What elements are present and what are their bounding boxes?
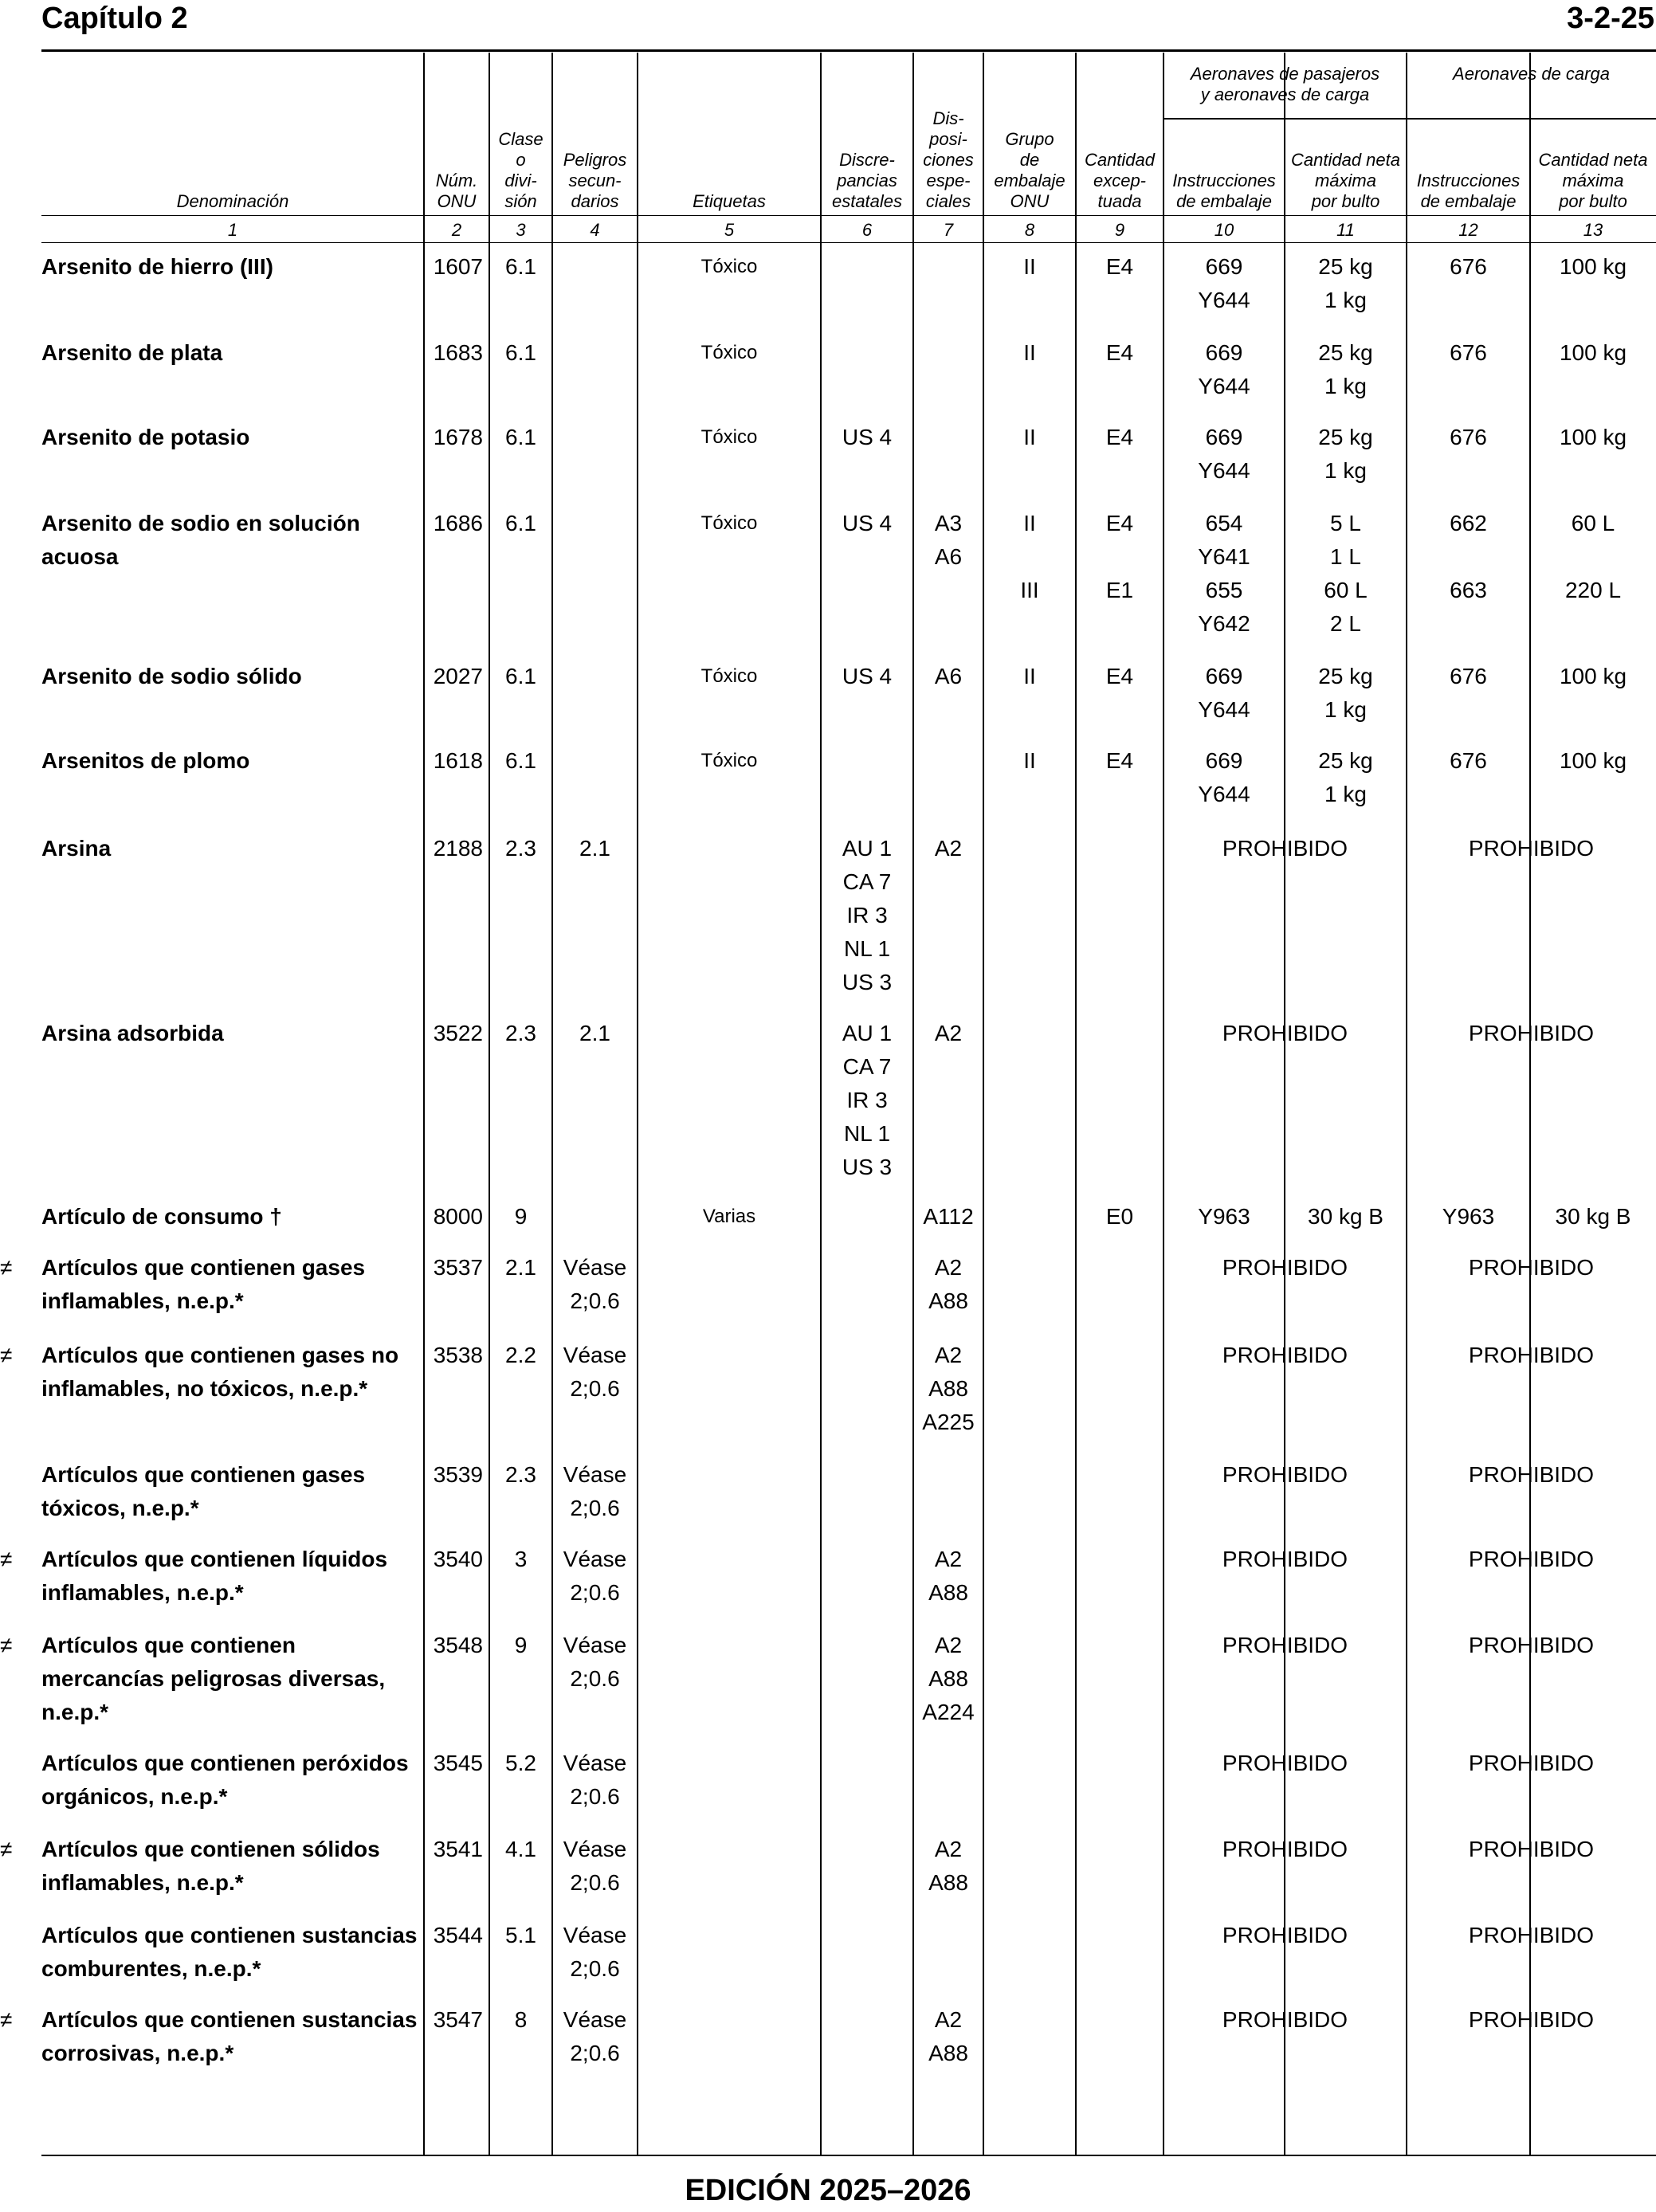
un-number: 1678 bbox=[433, 425, 483, 449]
column-number: 13 bbox=[1583, 220, 1603, 240]
entry-name: Arsenito de potasio bbox=[41, 425, 250, 449]
special-provision: A6 bbox=[934, 664, 963, 688]
class-division: 3 bbox=[514, 1547, 528, 1571]
un-number: 1618 bbox=[433, 748, 483, 773]
subsidiary-hazard: Véase 2;0.6 bbox=[563, 1255, 627, 1313]
header-c5: Etiquetas bbox=[693, 191, 766, 211]
entry-name: Artículos que contienen mercancías peligrosas diversas, n.e.p.* bbox=[41, 1633, 386, 1724]
forbidden-pax: PROHIBIDO bbox=[1222, 836, 1348, 861]
hazard-label: Tóxico bbox=[700, 512, 758, 534]
forbidden-pax: PROHIBIDO bbox=[1222, 2007, 1348, 2032]
packing-instruction-cargo: 676 bbox=[1450, 254, 1487, 279]
state-variation: US 4 bbox=[842, 511, 893, 535]
un-number: 3537 bbox=[433, 1255, 483, 1280]
packing-instruction-pax: 654 Y641 655 Y642 bbox=[1198, 511, 1250, 636]
entry-name: Arsina adsorbida bbox=[41, 1021, 224, 1045]
special-provision: A112 bbox=[923, 1204, 974, 1229]
forbidden-pax: PROHIBIDO bbox=[1222, 1343, 1348, 1367]
entry-name: Artículos que contienen peróxidos orgánicos, n.e.p.* bbox=[41, 1751, 409, 1809]
forbidden-pax: PROHIBIDO bbox=[1222, 1751, 1348, 1775]
forbidden-pax: PROHIBIDO bbox=[1222, 1633, 1348, 1657]
class-division: 2.3 bbox=[505, 836, 536, 861]
header-c1: Denominación bbox=[176, 191, 289, 211]
subsidiary-hazard: Véase 2;0.6 bbox=[563, 1343, 627, 1401]
un-number: 3548 bbox=[433, 1633, 483, 1657]
packing-instruction-cargo: Y963 bbox=[1442, 1204, 1495, 1229]
forbidden-cargo: PROHIBIDO bbox=[1468, 2007, 1595, 2032]
excepted-quantity: E4 bbox=[1105, 748, 1134, 773]
max-net-quantity-cargo: 100 kg bbox=[1559, 340, 1627, 365]
class-division: 4.1 bbox=[505, 1837, 536, 1861]
header-c9: Cantidad excep- tuada bbox=[1084, 150, 1156, 211]
packing-instruction-cargo: 676 bbox=[1450, 340, 1487, 365]
un-number: 2027 bbox=[433, 664, 483, 688]
packing-instruction-pax: 669 Y644 bbox=[1198, 425, 1250, 483]
packing-group: II bbox=[1023, 748, 1036, 773]
subsidiary-hazard: 2.1 bbox=[579, 1021, 610, 1045]
state-variation: AU 1 CA 7 IR 3 NL 1 US 3 bbox=[842, 1021, 893, 1179]
subsidiary-hazard: Véase 2;0.6 bbox=[563, 2007, 627, 2065]
un-number: 8000 bbox=[433, 1204, 483, 1229]
max-net-quantity-pax: 25 kg 1 kg bbox=[1318, 254, 1373, 312]
bottom-rule bbox=[41, 2155, 1656, 2156]
forbidden-pax: PROHIBIDO bbox=[1222, 1255, 1348, 1280]
class-division: 2.3 bbox=[505, 1021, 536, 1045]
column-number: 2 bbox=[451, 220, 462, 240]
forbidden-cargo: PROHIBIDO bbox=[1468, 1751, 1595, 1775]
entry-name: Artículos que contienen sólidos inflamables, n.e.p.* bbox=[41, 1837, 380, 1895]
column-number: 6 bbox=[861, 220, 873, 240]
change-marker: ≠ bbox=[0, 1547, 13, 1571]
subsidiary-hazard: Véase 2;0.6 bbox=[563, 1751, 627, 1809]
excepted-quantity: E4 bbox=[1105, 254, 1134, 279]
special-provision: A3 A6 bbox=[934, 511, 963, 569]
un-number: 3547 bbox=[433, 2007, 483, 2032]
max-net-quantity-pax: 25 kg 1 kg bbox=[1318, 748, 1373, 806]
page-number: 3-2-25 bbox=[1567, 2, 1654, 35]
forbidden-cargo: PROHIBIDO bbox=[1468, 1837, 1595, 1861]
class-division: 8 bbox=[514, 2007, 528, 2032]
entry-name: Arsenito de plata bbox=[41, 340, 223, 365]
un-number: 3522 bbox=[433, 1021, 483, 1045]
packing-instruction-pax: Y963 bbox=[1198, 1204, 1250, 1229]
packing-instruction-pax: 669 Y644 bbox=[1198, 340, 1250, 398]
change-marker: ≠ bbox=[0, 2007, 13, 2032]
entry-name: Arsenito de sodio sólido bbox=[41, 664, 302, 688]
entry-name: Arsina bbox=[41, 836, 112, 861]
class-division: 9 bbox=[514, 1633, 528, 1657]
group-pax-header: Aeronaves de pasajeros y aeronaves de carga bbox=[1190, 64, 1380, 104]
forbidden-cargo: PROHIBIDO bbox=[1468, 1923, 1595, 1947]
excepted-quantity: E4 E1 bbox=[1105, 511, 1134, 602]
subsidiary-hazard: Véase 2;0.6 bbox=[563, 1923, 627, 1981]
forbidden-pax: PROHIBIDO bbox=[1222, 1547, 1348, 1571]
group-header-rule bbox=[1164, 118, 1656, 120]
packing-instruction-pax: 669 Y644 bbox=[1198, 254, 1250, 312]
entry-name: Artículo de consumo † bbox=[41, 1204, 282, 1229]
chapter-title: Capítulo 2 bbox=[41, 2, 188, 35]
un-number: 3544 bbox=[433, 1923, 483, 1947]
header-c4: Peligros secun- darios bbox=[563, 150, 627, 211]
class-division: 5.1 bbox=[505, 1923, 536, 1947]
class-division: 6.1 bbox=[505, 254, 536, 279]
special-provision: A2 bbox=[934, 836, 963, 861]
column-number: 9 bbox=[1114, 220, 1125, 240]
header-c8: Grupo de embalaje ONU bbox=[994, 129, 1065, 211]
un-number: 3539 bbox=[433, 1462, 483, 1487]
un-number: 1683 bbox=[433, 340, 483, 365]
packing-group: II III bbox=[1020, 511, 1039, 602]
forbidden-pax: PROHIBIDO bbox=[1222, 1021, 1348, 1045]
column-number: 11 bbox=[1336, 220, 1355, 240]
special-provision: A2 A88 A224 bbox=[922, 1633, 975, 1724]
header-c7: Dis- posi- ciones espe- ciales bbox=[923, 108, 974, 211]
class-division: 2.3 bbox=[505, 1462, 536, 1487]
un-number: 3545 bbox=[433, 1751, 483, 1775]
class-division: 6.1 bbox=[505, 340, 536, 365]
forbidden-cargo: PROHIBIDO bbox=[1468, 1021, 1595, 1045]
un-number: 2188 bbox=[433, 836, 483, 861]
entry-name: Artículos que contienen gases no inflamables, no tóxicos, n.e.p.* bbox=[41, 1343, 399, 1401]
max-net-quantity-cargo: 30 kg B bbox=[1555, 1204, 1631, 1229]
subsidiary-hazard: Véase 2;0.6 bbox=[563, 1633, 627, 1691]
hazard-label: Tóxico bbox=[700, 342, 758, 363]
entry-name: Artículos que contienen gases tóxicos, n.e.p.* bbox=[41, 1462, 366, 1520]
forbidden-pax: PROHIBIDO bbox=[1222, 1462, 1348, 1487]
forbidden-cargo: PROHIBIDO bbox=[1468, 1547, 1595, 1571]
excepted-quantity: E4 bbox=[1105, 340, 1134, 365]
forbidden-cargo: PROHIBIDO bbox=[1468, 1462, 1595, 1487]
max-net-quantity-cargo: 100 kg bbox=[1559, 664, 1627, 688]
change-marker: ≠ bbox=[0, 1255, 13, 1280]
class-division: 6.1 bbox=[505, 664, 536, 688]
max-net-quantity-pax: 5 L 1 L 60 L 2 L bbox=[1324, 511, 1368, 636]
packing-group: II bbox=[1023, 340, 1036, 365]
hazard-label: Tóxico bbox=[700, 665, 758, 687]
special-provision: A2 A88 A225 bbox=[922, 1343, 975, 1434]
column-number: 12 bbox=[1458, 220, 1478, 240]
change-marker: ≠ bbox=[0, 1837, 13, 1861]
state-variation: US 4 bbox=[842, 664, 893, 688]
special-provision: A2 A88 bbox=[928, 1547, 968, 1605]
top-rule bbox=[41, 49, 1656, 52]
entry-name: Artículos que contienen gases inflamables, n.e.p.* bbox=[41, 1255, 366, 1313]
state-variation: US 4 bbox=[842, 425, 893, 449]
packing-group: II bbox=[1023, 425, 1036, 449]
max-net-quantity-pax: 25 kg 1 kg bbox=[1318, 425, 1373, 483]
class-division: 9 bbox=[514, 1204, 528, 1229]
entry-name: Arsenito de hierro (III) bbox=[41, 254, 273, 279]
un-number: 1686 bbox=[433, 511, 483, 535]
excepted-quantity: E4 bbox=[1105, 425, 1134, 449]
max-net-quantity-cargo: 60 L 220 L bbox=[1564, 511, 1622, 602]
header-c2: Núm. ONU bbox=[435, 171, 478, 211]
subsidiary-hazard: 2.1 bbox=[579, 836, 610, 861]
max-net-quantity-pax: 25 kg 1 kg bbox=[1318, 340, 1373, 398]
header-c11: Cantidad neta máxima por bulto bbox=[1291, 150, 1400, 211]
un-number: 3541 bbox=[433, 1837, 483, 1861]
state-variation: AU 1 CA 7 IR 3 NL 1 US 3 bbox=[842, 836, 893, 994]
special-provision: A2 A88 bbox=[928, 1255, 968, 1313]
header-rule bbox=[41, 215, 1656, 216]
forbidden-cargo: PROHIBIDO bbox=[1468, 836, 1595, 861]
change-marker: ≠ bbox=[0, 1343, 13, 1367]
entry-name: Artículos que contienen sustancias comburentes, n.e.p.* bbox=[41, 1923, 418, 1981]
packing-instruction-cargo: 676 bbox=[1450, 425, 1487, 449]
un-number: 3540 bbox=[433, 1547, 483, 1571]
entry-name: Arsenito de sodio en solución acuosa bbox=[41, 511, 360, 569]
packing-group: II bbox=[1023, 254, 1036, 279]
forbidden-cargo: PROHIBIDO bbox=[1468, 1255, 1595, 1280]
max-net-quantity-pax: 30 kg B bbox=[1308, 1204, 1383, 1229]
edition-footer: EDICIÓN 2025–2026 bbox=[685, 2174, 971, 2207]
change-marker: ≠ bbox=[0, 1633, 13, 1657]
header-rule bbox=[41, 242, 1656, 243]
hazard-label: Tóxico bbox=[700, 750, 758, 771]
forbidden-pax: PROHIBIDO bbox=[1222, 1923, 1348, 1947]
un-number: 1607 bbox=[433, 254, 483, 279]
forbidden-cargo: PROHIBIDO bbox=[1468, 1633, 1595, 1657]
column-number: 5 bbox=[724, 220, 735, 240]
column-number: 7 bbox=[943, 220, 954, 240]
un-number: 3538 bbox=[433, 1343, 483, 1367]
header-c12: Instrucciones de embalaje bbox=[1416, 171, 1521, 211]
subsidiary-hazard: Véase 2;0.6 bbox=[563, 1837, 627, 1895]
excepted-quantity: E0 bbox=[1105, 1204, 1134, 1229]
max-net-quantity-cargo: 100 kg bbox=[1559, 254, 1627, 279]
class-division: 5.2 bbox=[505, 1751, 536, 1775]
special-provision: A2 A88 bbox=[928, 2007, 968, 2065]
class-division: 6.1 bbox=[505, 748, 536, 773]
hazard-label: Tóxico bbox=[700, 256, 758, 277]
header-c10: Instrucciones de embalaje bbox=[1172, 171, 1276, 211]
class-division: 2.2 bbox=[505, 1343, 536, 1367]
column-number: 4 bbox=[590, 220, 600, 240]
column-number: 8 bbox=[1024, 220, 1035, 240]
subsidiary-hazard: Véase 2;0.6 bbox=[563, 1462, 627, 1520]
header-c6: Discre- pancias estatales bbox=[831, 150, 903, 211]
packing-group: II bbox=[1023, 664, 1036, 688]
hazard-label: Tóxico bbox=[700, 426, 758, 448]
packing-instruction-cargo: 662 663 bbox=[1450, 511, 1487, 602]
forbidden-cargo: PROHIBIDO bbox=[1468, 1343, 1595, 1367]
max-net-quantity-pax: 25 kg 1 kg bbox=[1318, 664, 1373, 722]
class-division: 6.1 bbox=[505, 425, 536, 449]
subsidiary-hazard: Véase 2;0.6 bbox=[563, 1547, 627, 1605]
max-net-quantity-cargo: 100 kg bbox=[1559, 425, 1627, 449]
column-number: 10 bbox=[1214, 220, 1234, 240]
max-net-quantity-cargo: 100 kg bbox=[1559, 748, 1627, 773]
column-number: 3 bbox=[516, 220, 526, 240]
entry-name: Arsenitos de plomo bbox=[41, 748, 250, 773]
forbidden-pax: PROHIBIDO bbox=[1222, 1837, 1348, 1861]
header-c3: Clase o divi- sión bbox=[498, 129, 543, 211]
packing-instruction-cargo: 676 bbox=[1450, 748, 1487, 773]
special-provision: A2 bbox=[934, 1021, 963, 1045]
class-division: 2.1 bbox=[505, 1255, 536, 1280]
group-cargo-header: Aeronaves de carga bbox=[1453, 64, 1610, 84]
packing-instruction-pax: 669 Y644 bbox=[1198, 748, 1250, 806]
hazard-label: Varias bbox=[702, 1206, 756, 1227]
packing-instruction-pax: 669 Y644 bbox=[1198, 664, 1250, 722]
header-c13: Cantidad neta máxima por bulto bbox=[1538, 150, 1648, 211]
entry-name: Artículos que contienen líquidos inflamables, n.e.p.* bbox=[41, 1547, 388, 1605]
entry-name: Artículos que contienen sustancias corrosivas, n.e.p.* bbox=[41, 2007, 418, 2065]
excepted-quantity: E4 bbox=[1105, 664, 1134, 688]
special-provision: A2 A88 bbox=[928, 1837, 968, 1895]
class-division: 6.1 bbox=[505, 511, 536, 535]
column-number: 1 bbox=[227, 220, 238, 240]
packing-instruction-cargo: 676 bbox=[1450, 664, 1487, 688]
